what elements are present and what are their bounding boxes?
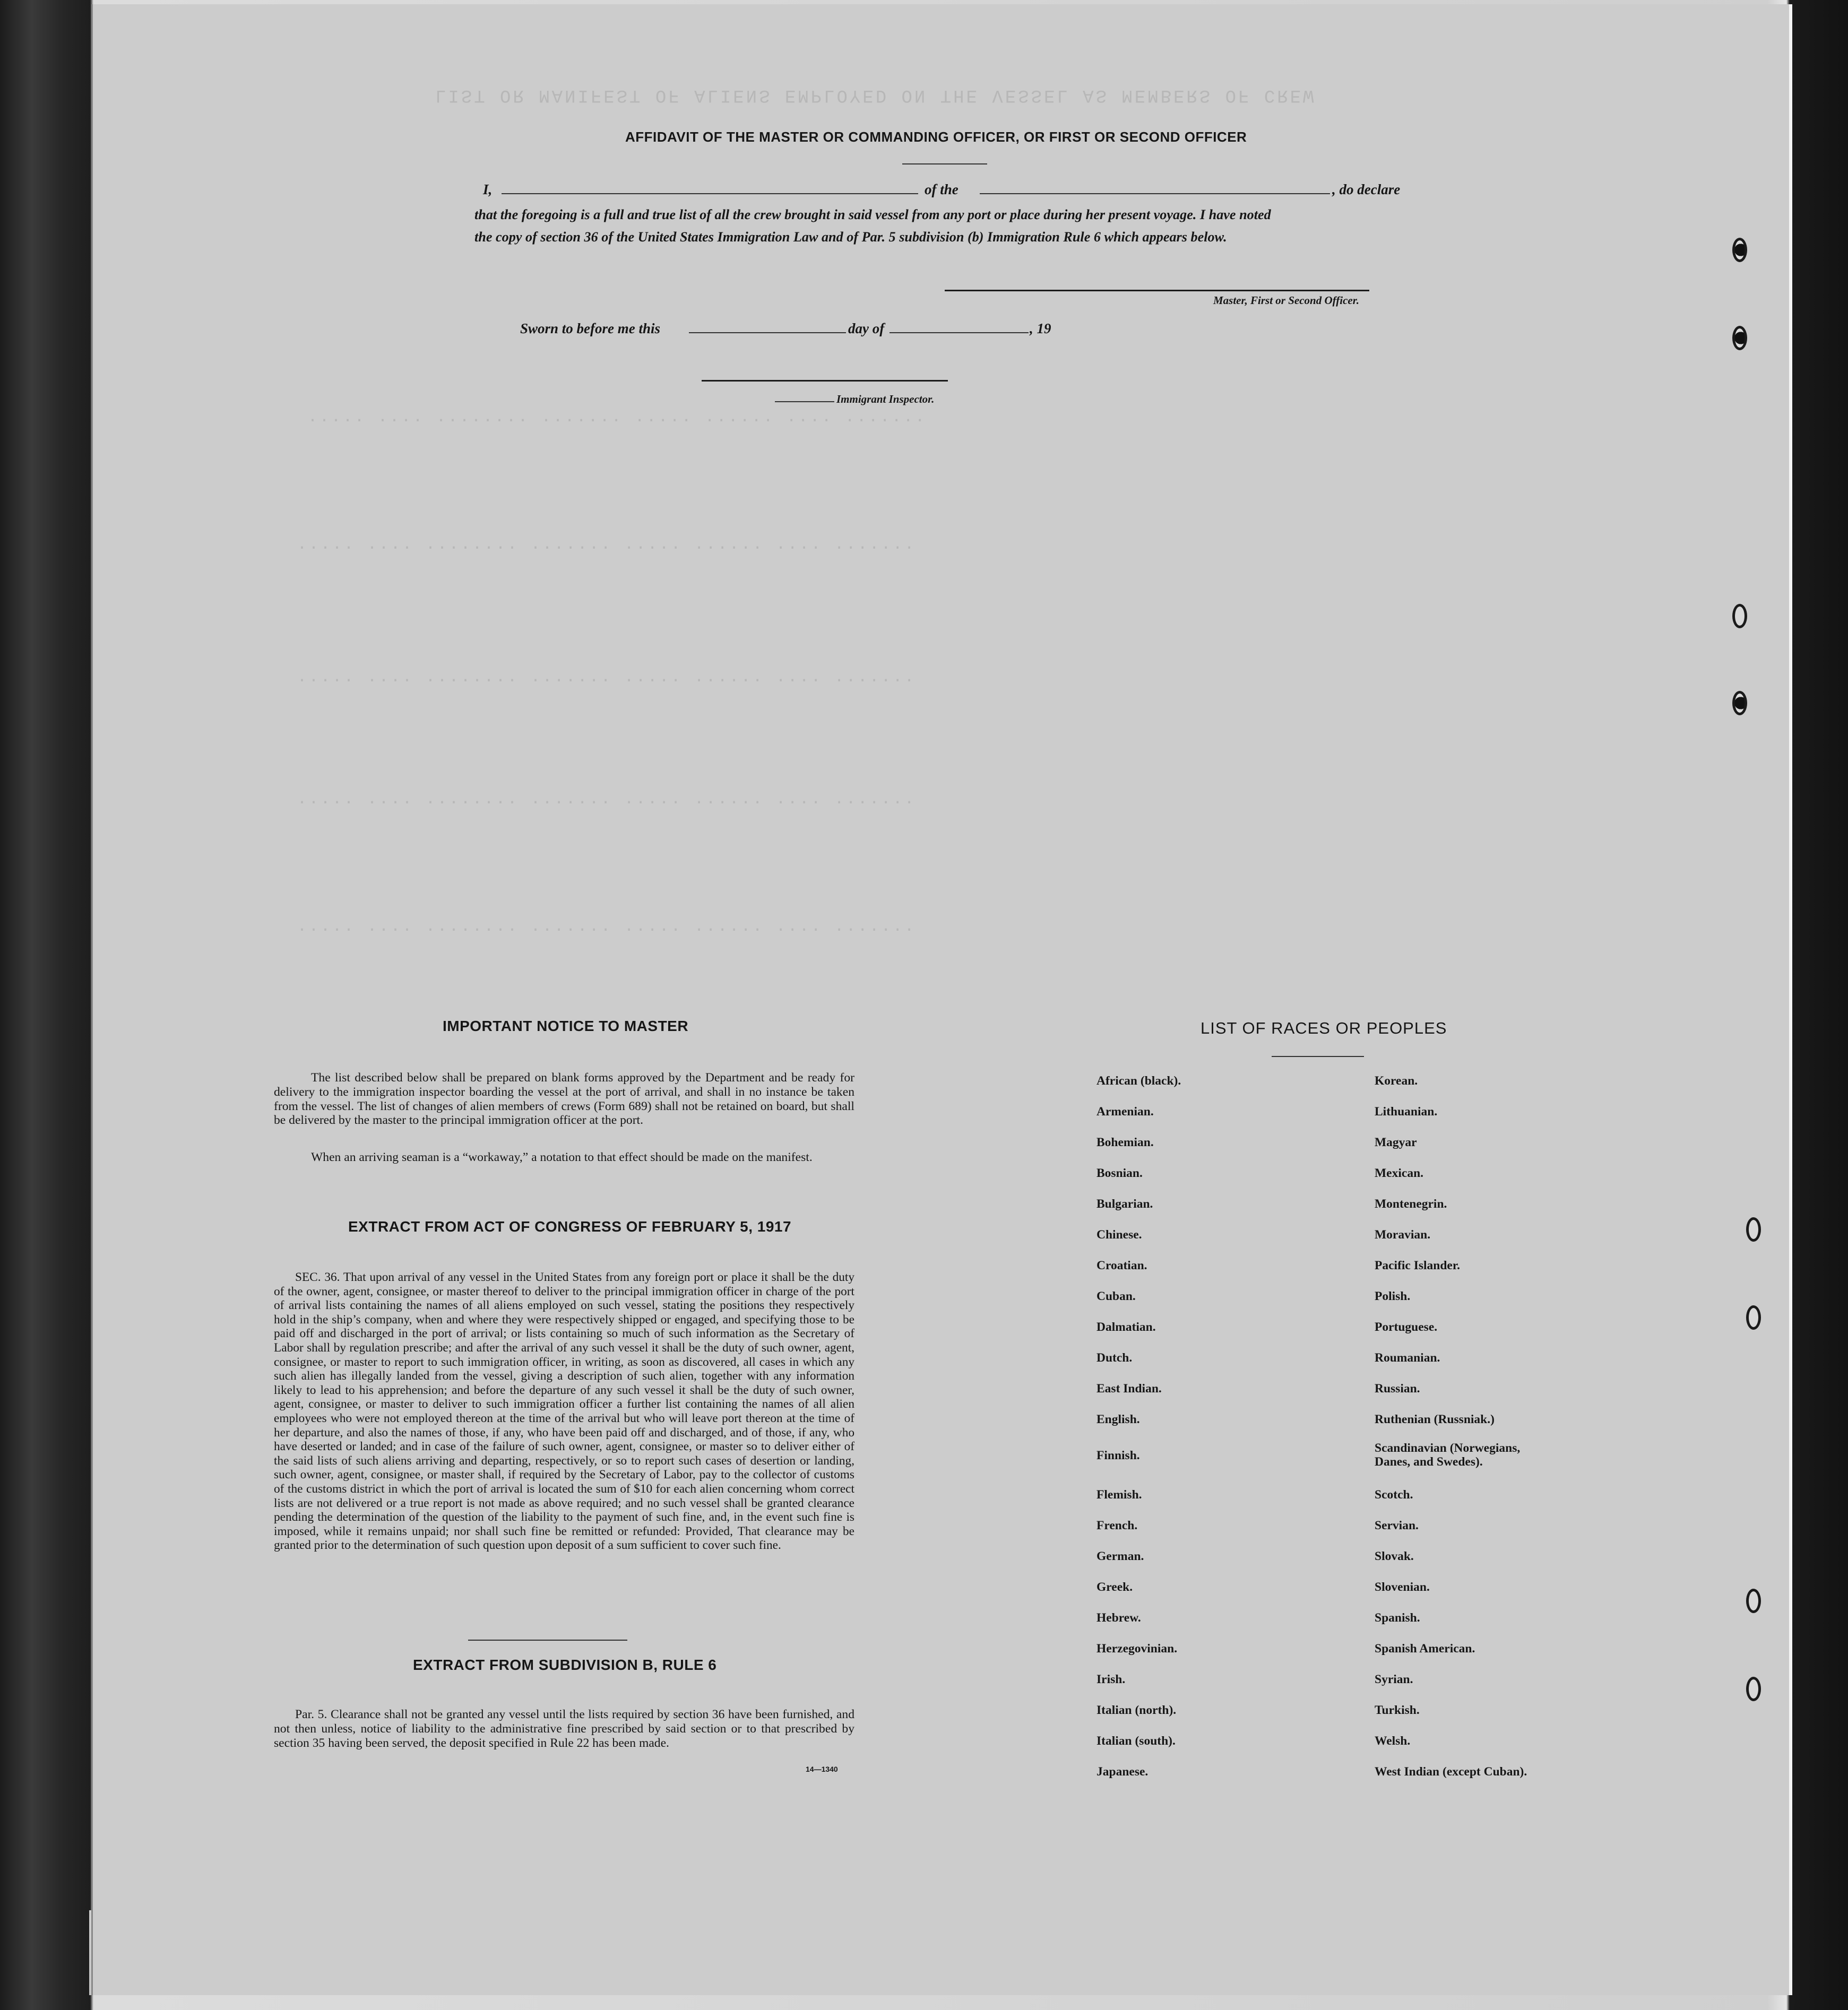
act-extract-text: SEC. 36. That upon arrival of any vessel in the United States from any foreign port or place it shall be the duty of the owner, agent, consignee, or master thereof to deliver to the principal immigration officer in charge of the port of arrival lists containing the names of all aliens employed on such vessel, stating the positions they respectively hold in the ship’s company, when and where they were respectively shipped or engaged, and specifying those to be paid off and discharged in the port of arrival; or lists containing so much of such information as the Secretary of Labor shall by regulation prescribe; and after the arrival of any such vessel it shall be the duty of such owner, agent, consignee, or master to report to such immigration officer, in writing, as soon as discovered, all cases in which any such alien has illegally landed from the vessel, giving a description of such alien, together with any information likely to lead to his apprehension; and before the departure of any such vessel it shall be the duty of such owner, agent, consignee, or master to deliver to such immigration officer a further list containing the names of all alien employees who were not employed thereon at the time of the arrival but who will leave port thereon at the time of her departure, and also the names of those, if any, who have been paid off and discharged, and of those, if any, who have deserted or landed; and in case of the failure of such owner, agent, consignee, or master so to deliver either of the said lists of such aliens arriving and departing, respectively, or so to report such cases of desertion or landing, such owner, agent, consignee, or master shall, if required by the Secretary of Labor, pay to the collector of customs of the customs district in which the port of arrival is located the sum of $10 for each alien concerning whom correct lists are not delivered or a true report is not made as above required; and no such vessel shall be granted clearance pending the determination of the question of the liability to the payment of such fine, and, in the event such fine is imposed, while it remains unpaid; nor shall such fine be remitted or refunded: Provided, That clearance may be granted prior to the determination of such question upon deposit of a sum sufficient to cover such fine. bbox=[274, 1270, 854, 1553]
race-item: Syrian. bbox=[1375, 1673, 1413, 1686]
year-label: , 19 bbox=[1030, 320, 1051, 336]
rule-extract-title: EXTRACT FROM SUBDIVISION B, RULE 6 bbox=[413, 1657, 717, 1673]
bleed-through-text: ..... .... ........ ....... ..... ...... .... ....... bbox=[308, 409, 927, 427]
race-item: Dalmatian. bbox=[1096, 1320, 1156, 1334]
notice-paragraph-2: When an arriving seaman is a “workaway,” a notation to that effect should be made on the manifest. bbox=[311, 1150, 813, 1164]
notice-paragraph-1: The list described below shall be prepared on blank forms approved by the Department and be ready for delivery to the immigration inspector boarding the vessel at the port of arrival, and shall in no instance be taken from the vessel. The list of changes of alien members of crews (Form 689) shall not be retained on board, but shall be delivered by the master to the principal immigration officer at the port. bbox=[274, 1071, 854, 1128]
race-item: West Indian (except Cuban). bbox=[1375, 1765, 1527, 1779]
race-item: Armenian. bbox=[1096, 1105, 1154, 1119]
race-item: Flemish. bbox=[1096, 1488, 1142, 1502]
race-item: Roumanian. bbox=[1375, 1351, 1440, 1365]
bleed-through-text: ..... .... ........ ....... ..... ...... .... ....... bbox=[297, 669, 917, 687]
race-item: Cuban. bbox=[1096, 1289, 1136, 1303]
race-item: Moravian. bbox=[1375, 1228, 1431, 1242]
race-item: Turkish. bbox=[1375, 1703, 1420, 1717]
race-item: Herzegovinian. bbox=[1096, 1642, 1178, 1656]
title-underline bbox=[902, 163, 987, 164]
races-title-underline bbox=[1272, 1056, 1364, 1057]
affidavit-statement-line-2: the copy of section 36 of the United States Immigration Law and of Par. 5 subdivision (b) Immigration Rule 6 which appears below. bbox=[474, 229, 1227, 245]
punch-hole bbox=[1746, 1305, 1761, 1330]
race-item: Russian. bbox=[1375, 1382, 1420, 1396]
race-item: Slovak. bbox=[1375, 1549, 1414, 1563]
race-item: Mexican. bbox=[1375, 1166, 1424, 1180]
inspector-label: Immigrant Inspector. bbox=[836, 393, 935, 405]
affidavit-title: AFFIDAVIT OF THE MASTER OR COMMANDING OFFICER, OR FIRST OR SECOND OFFICER bbox=[625, 129, 1247, 145]
races-title: LIST OF RACES OR PEOPLES bbox=[1201, 1019, 1447, 1037]
act-extract-title: EXTRACT FROM ACT OF CONGRESS OF FEBRUARY 5, 1917 bbox=[348, 1218, 792, 1235]
race-item: German. bbox=[1096, 1549, 1144, 1563]
form-number: 14—1340 bbox=[806, 1765, 838, 1773]
bleed-through-text: ..... .... ........ ....... ..... ...... .... ....... bbox=[297, 791, 917, 809]
race-item: Croatian. bbox=[1096, 1259, 1147, 1272]
day-of-label: day of bbox=[848, 320, 885, 336]
punch-hole bbox=[1732, 238, 1747, 262]
race-item: Scotch. bbox=[1375, 1488, 1413, 1502]
punch-hole bbox=[1732, 604, 1747, 628]
punch-hole bbox=[1746, 1217, 1761, 1242]
race-item: Bulgarian. bbox=[1096, 1197, 1153, 1211]
race-item: Portuguese. bbox=[1375, 1320, 1438, 1334]
affidavit-declare-label: , do declare bbox=[1332, 181, 1401, 197]
punch-hole bbox=[1732, 326, 1747, 350]
sworn-label: Sworn to before me this bbox=[520, 320, 661, 336]
punch-hole bbox=[1732, 691, 1747, 715]
sworn-month-blank bbox=[890, 332, 1029, 333]
bleed-through-text: LIST OR MANIFEST OF ALIENS EMPLOYED ON THE VESSEL AS MEMBERS OF CREW bbox=[435, 85, 1316, 105]
rule-extract-text: Par. 5. Clearance shall not be granted any vessel until the lists required by section 36 have been furnished, and not then unless, notice of liability to the administrative fine prescribed by said section or to that prescribed by section 35 having been served, the deposit specified in Rule 22 has been made. bbox=[274, 1708, 854, 1750]
race-item: Servian. bbox=[1375, 1519, 1419, 1532]
race-item: Pacific Islander. bbox=[1375, 1259, 1461, 1272]
race-item: Polish. bbox=[1375, 1289, 1411, 1303]
race-item: Bosnian. bbox=[1096, 1166, 1143, 1180]
race-item: Montenegrin. bbox=[1375, 1197, 1447, 1211]
sworn-day-blank bbox=[689, 332, 846, 333]
race-item: Spanish. bbox=[1375, 1611, 1420, 1625]
race-item: Italian (north). bbox=[1096, 1703, 1177, 1717]
race-item: Japanese. bbox=[1096, 1765, 1148, 1779]
master-signature-label: Master, First or Second Officer. bbox=[1213, 294, 1359, 307]
race-item: African (black). bbox=[1096, 1074, 1181, 1088]
affidavit-of-the-label: of the bbox=[925, 181, 958, 197]
race-item: Welsh. bbox=[1375, 1734, 1411, 1748]
race-item: Bohemian. bbox=[1096, 1136, 1154, 1149]
race-item: Scandinavian (Norwegians, Danes, and Swedes). bbox=[1375, 1441, 1521, 1469]
affidavit-statement-line-1: that the foregoing is a full and true list of all the crew brought in said vessel from any port or place during her present voyage. I have noted bbox=[474, 207, 1271, 222]
section-divider bbox=[468, 1640, 627, 1641]
race-item: Slovenian. bbox=[1375, 1580, 1430, 1594]
race-item: Hebrew. bbox=[1096, 1611, 1141, 1625]
bleed-through-text: ..... .... ........ ....... ..... ...... .... ....... bbox=[297, 918, 917, 936]
race-item: Finnish. bbox=[1096, 1449, 1140, 1462]
punch-hole bbox=[1746, 1589, 1761, 1613]
race-item: Dutch. bbox=[1096, 1351, 1133, 1365]
inspector-lead-line bbox=[775, 401, 834, 402]
punch-hole bbox=[1746, 1677, 1761, 1701]
race-item: Chinese. bbox=[1096, 1228, 1142, 1242]
race-item: French. bbox=[1096, 1519, 1138, 1532]
vessel-blank bbox=[980, 193, 1330, 194]
bleed-through-text: ..... .... ........ ....... ..... ...... .... ....... bbox=[297, 536, 917, 554]
race-item: Irish. bbox=[1096, 1673, 1126, 1686]
race-item: Italian (south). bbox=[1096, 1734, 1176, 1748]
manifest-sheet bbox=[91, 4, 1792, 1995]
race-item: Magyar bbox=[1375, 1136, 1417, 1149]
notice-title: IMPORTANT NOTICE TO MASTER bbox=[443, 1018, 689, 1034]
affidavit-i-label: I, bbox=[483, 181, 493, 197]
race-item: Lithuanian. bbox=[1375, 1105, 1438, 1119]
race-item: Ruthenian (Russniak.) bbox=[1375, 1413, 1495, 1426]
race-item: East Indian. bbox=[1096, 1382, 1162, 1396]
name-blank bbox=[502, 193, 918, 194]
race-item: Greek. bbox=[1096, 1580, 1133, 1594]
race-item: Spanish American. bbox=[1375, 1642, 1475, 1656]
race-item: Korean. bbox=[1375, 1074, 1418, 1088]
race-item: English. bbox=[1096, 1413, 1140, 1426]
inspector-signature-line bbox=[702, 380, 948, 382]
master-signature-line bbox=[945, 290, 1369, 291]
